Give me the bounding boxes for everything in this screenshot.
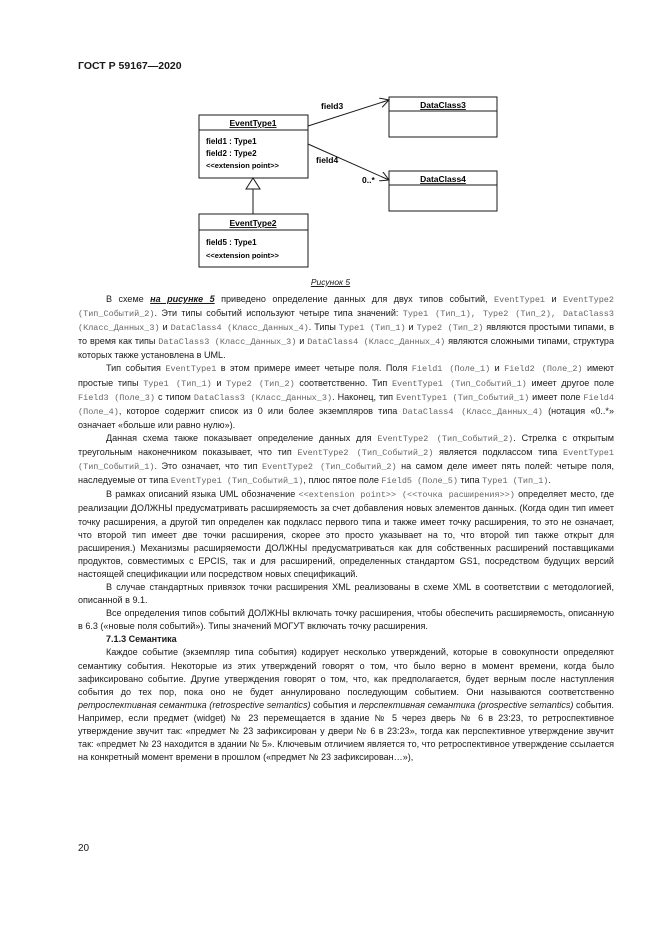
multiplicity-label: 0..* — [362, 175, 375, 185]
eventtype2-class — [199, 214, 308, 267]
page-number: 20 — [78, 843, 90, 854]
eventtype1-field2: field2 : Type2 — [206, 149, 257, 158]
dataclass4-name: DataClass4 — [420, 174, 466, 184]
paragraph-2: Тип события EventType1 в этом примере имеет четыре поля. Поля Field1 (Поле_1) и Field2 (Поле_2) имеют простые типы Type1 (Тип_1) и Type2 (Тип_2) соответственно. Тип EventType1 (Тип_Событий_1) имеет другое поле Field3 (Поле_3) с типом DataClass3 (Класс_Данных_3). Наконец, тип EventType1 (Тип_Событий_1) имеет поле Field4 (Поле_4), которое содержит список из 0 или более экземпляров типа DataClass4 (Класс_Данных_4) (нотация «0..*» означает «больше или равно нулю»). — [78, 363, 615, 430]
paragraph-5: В случае стандартных привязок точки расширения XML реализованы в схеме XML в соответствии с методологией, описанной в 9.1. — [78, 581, 614, 606]
eventtype2-field5: field5 : Type1 — [206, 238, 257, 247]
dataclass4-class — [389, 171, 497, 211]
paragraph-3: Данная схема также показывает определение данных для EventType2 (Тип_Событий_2). Стрелка с открытым треугольным наконечником показывает, что тип EventType2 (Тип_Событий_2) является подклассом типа EventType1 (Тип_Событий_1). Это означает, что тип EventType2 (Тип_Событий_2) на самом деле имеет пять полей: четыре поля, наследуемые от типа EventType1 (Тип_Событий_1), плюс пятое поле Field5 (Поле_5) типа Type1 (Тип_1). — [78, 432, 615, 487]
figure-caption: Рисунок 5 — [310, 277, 351, 287]
field4-label: field4 — [316, 155, 339, 165]
eventtype2-extension: <<extension point>> — [206, 251, 279, 260]
eventtype1-name: EventType1 — [229, 118, 277, 128]
document-header: ГОСТ Р 59167—2020 — [78, 60, 182, 72]
section-heading: 7.1.3 Семантика — [106, 634, 177, 645]
eventtype1-extension: <<extension point>> — [206, 161, 279, 170]
body-text — [78, 293, 614, 764]
inheritance-triangle — [246, 178, 260, 189]
field3-label: field3 — [321, 101, 344, 111]
dataclass3-class — [389, 97, 497, 137]
eventtype1-class — [199, 115, 308, 178]
figure-link[interactable]: на рисунке 5 — [150, 294, 215, 304]
eventtype2-name: EventType2 — [229, 218, 277, 228]
uml-diagram — [0, 0, 661, 280]
dataclass3-name: DataClass3 — [420, 100, 466, 110]
paragraph-1: В схеме на рисунке 5 приведено определение данных для двух типов событий, EventType1 и EventType2 (Тип_Событий_2). Эти типы событий используют четыре типа значений: Type1 (Тип_1), Type2 (Тип_2), DataClass3 (Класс_Данных_3) и DataClass4 (Класс_Данных_4). Типы Type1 (Тип_1) и Type2 (Тип_2) являются простыми типами, в то время как типы DataClass3 (Класс_Данных_3) и DataClass4 (Класс_Данных_4) являются сложными типами, структура которых также установлена в UML. — [78, 294, 615, 361]
paragraph-6: Все определения типов событий ДОЛЖНЫ включать точку расширения, чтобы обеспечить расширяемость, описанную в 6.3 («новые поля событий»). Типы значений МОГУТ включать точку расширения. — [78, 608, 614, 632]
paragraph-4: В рамках описаний языка UML обозначение <<extension point>> (<<точка расширения>>) определяет место, где реализации ДОЛЖНЫ предусматривать расширяемость за счет добавления новых элементов данных. (Когда один тип имеет точку расширения, а другой тип определен как подкласс первого типа и также имеет точку расширения, то это не означает, что второй тип имеет две точки расширения, скорее это просто указывает на то, что второй тип также открыт для расширения.) Механизмы расширяемости ДОЛЖНЫ предусматриваться как для собственных расширений поставщиками продуктов, совместимых с EPCIS, так и для расширений, определенных стандартом GS1, посредством будущих версий настоящей спецификации или посредством новых спецификаций. — [78, 489, 614, 579]
paragraph-7: Каждое событие (экземпляр типа события) кодирует несколько утверждений, которые в совокупности определяют семантику события. Некоторые из этих утверждений говорят о том, что было верно в момент времени, когда было зафиксировано событие. Другие утверждения говорят о том, что, как предполагается, будет верным после наступления события до тех пор, пока оно не будет аннулировано последующим событием. Они называются соответственно ретроспективная семантика (retrospective semantics) события и перспективная семантика (prospective semantics) события. Например, если предмет (widget) № 23 перемещается в здание № 5 через дверь № 6 в 23:23, то ретроспективное утверждение звучит так: «предмет № 23 зафиксирован у двери № 6 в 23:23», тогда как перспективное утверждение звучит так: «предмет № 23 находится в здании № 5». Ключевым отличием является то, что ретроспективное утверждение ссылается на конкретный момент времени в прошлом («предмет № 23 зафиксирован…»), — [78, 647, 615, 763]
eventtype1-field1: field1 : Type1 — [206, 137, 257, 146]
